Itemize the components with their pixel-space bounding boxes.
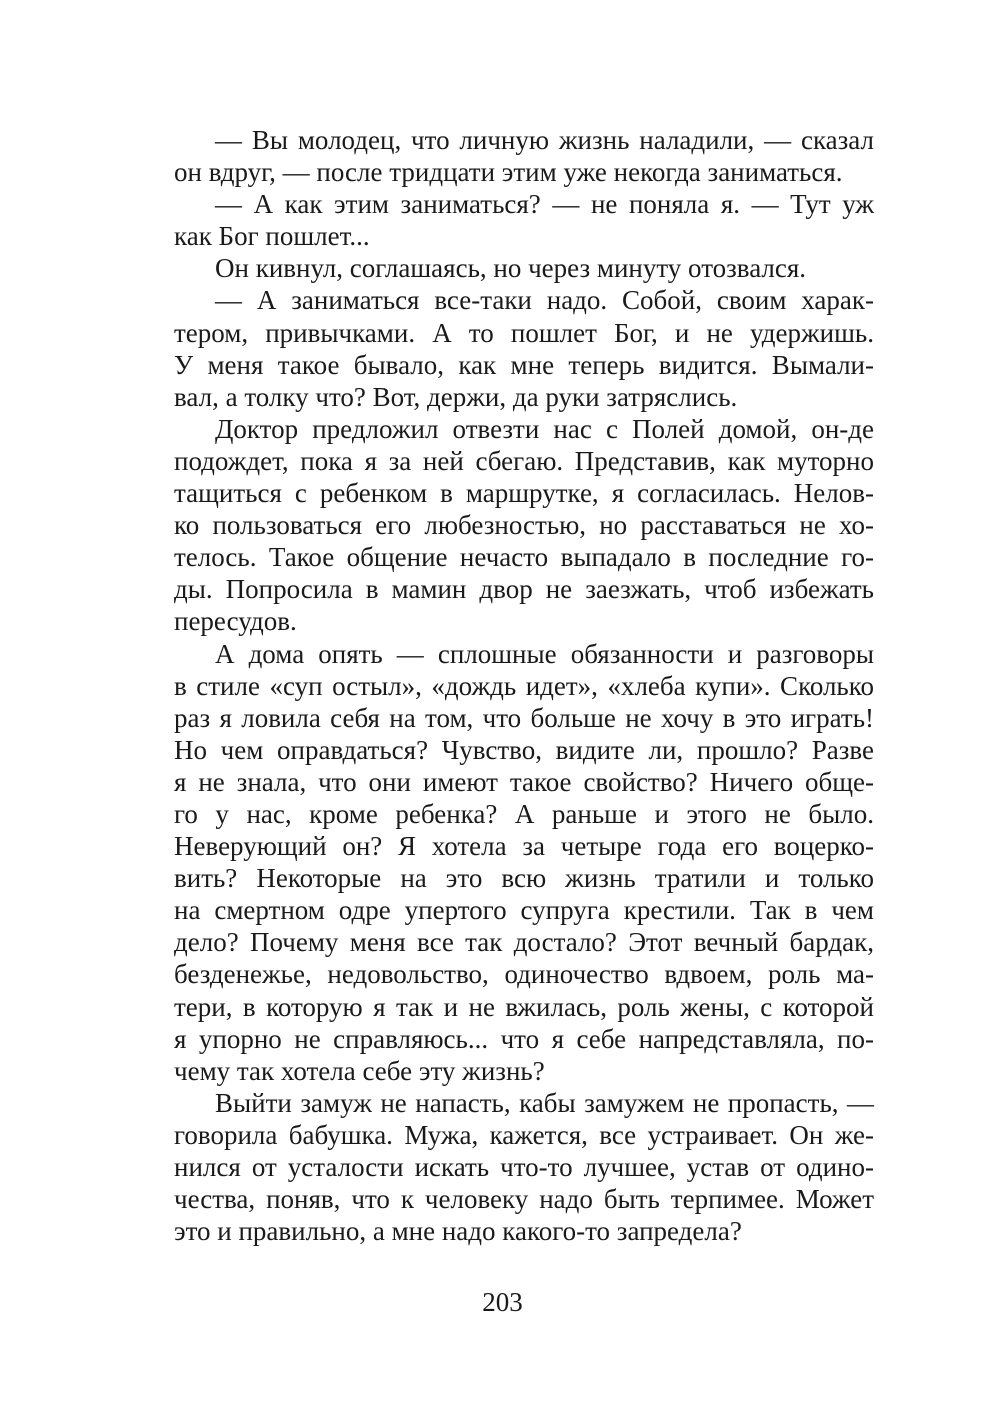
paragraph bbox=[174, 124, 874, 188]
text-line: подождет, пока я за ней сбегаю. Представив, как муторно bbox=[174, 445, 874, 476]
text-line: он вдруг, — после тридцати этим уже некогда заниматься. bbox=[174, 157, 843, 188]
text-line: безденежье, недовольство, одиночество вдвоем, роль ма- bbox=[174, 959, 874, 990]
paragraph bbox=[174, 284, 874, 412]
text-line: — А как этим заниматься? — не поняла я. — Тут уж bbox=[215, 189, 874, 220]
text-line: Доктор предложил отвезти нас с Полей домой, он-де bbox=[215, 413, 874, 444]
text-line: ко пользоваться его любезностью, но расставаться не хо- bbox=[174, 510, 874, 541]
text-line: — Вы молодец, что личную жизнь наладили, — сказал bbox=[215, 125, 874, 155]
text-line: телось. Такое общение нечасто выпадало в последние го- bbox=[174, 542, 874, 573]
text-line: тери, в которую я так и не вжилась, роль жены, с которой bbox=[174, 991, 874, 1022]
body-text bbox=[174, 124, 874, 1247]
paragraph bbox=[174, 252, 874, 284]
text-line: нился от усталости искать что-то лучшее, устав от одино- bbox=[174, 1152, 874, 1182]
text-line: чества, поняв, что к человеку надо быть терпимее. Может bbox=[174, 1184, 874, 1215]
text-line: раз я ловила себя на том, что больше не хочу в это играть! bbox=[174, 702, 874, 733]
paragraph bbox=[174, 638, 874, 1087]
text-line: Но чем оправдаться? Чувство, видите ли, прошло? Разве bbox=[174, 734, 874, 765]
text-line: чему так хотела себе эту жизнь? bbox=[174, 1055, 545, 1086]
text-line: как Бог пошлет... bbox=[174, 221, 370, 252]
text-line: вить? Некоторые на это всю жизнь тратили и только bbox=[174, 863, 874, 894]
text-line: говорила бабушка. Мужа, кажется, все устраивает. Он же- bbox=[174, 1119, 874, 1150]
paragraph bbox=[174, 1087, 874, 1247]
text-line: го у нас, кроме ребенка? А раньше и этого не было. bbox=[174, 798, 874, 829]
paragraph bbox=[174, 188, 874, 252]
text-line: тащиться с ребенком в маршрутке, я согласилась. Нелов- bbox=[174, 478, 874, 509]
text-line: — А заниматься все-таки надо. Собой, своим харак- bbox=[215, 285, 874, 316]
text-line: я не знала, что они имеют такое свойство? Ничего обще- bbox=[174, 766, 874, 797]
text-line: Он кивнул, соглашаясь, но через минуту отозвался. bbox=[215, 253, 807, 284]
paragraph bbox=[174, 413, 874, 638]
text-line: У меня такое бывало, как мне теперь видится. Вымали- bbox=[174, 349, 874, 380]
text-line: тером, привычками. А то пошлет Бог, и не удержишь. bbox=[174, 317, 874, 348]
text-line: в стиле «суп остыл», «дождь идет», «хлеба купи». Сколько bbox=[174, 670, 874, 701]
text-line: я упорно не справляюсь... что я себе напредставляла, по- bbox=[174, 1023, 874, 1054]
text-line: А дома опять — сплошные обязанности и разговоры bbox=[215, 638, 874, 669]
text-line: Выйти замуж не напасть, кабы замужем не пропасть, — bbox=[215, 1087, 874, 1118]
text-line: Неверующий он? Я хотела за четыре года его воцерко- bbox=[174, 831, 874, 862]
text-line: на смертном одре упертого супруга крестили. Так в чем bbox=[174, 895, 874, 926]
text-line: дело? Почему меня все так достало? Этот вечный бардак, bbox=[174, 927, 874, 958]
text-line: ды. Попросила в мамин двор не заезжать, чтоб избежать bbox=[174, 574, 874, 605]
text-line: вал, а толку что? Вот, держи, да руки затряслись. bbox=[174, 381, 738, 412]
text-line: это и правильно, а мне надо какого-то запредела? bbox=[174, 1216, 742, 1247]
page-number: 203 bbox=[482, 1287, 523, 1317]
text-line: пересудов. bbox=[174, 606, 297, 637]
